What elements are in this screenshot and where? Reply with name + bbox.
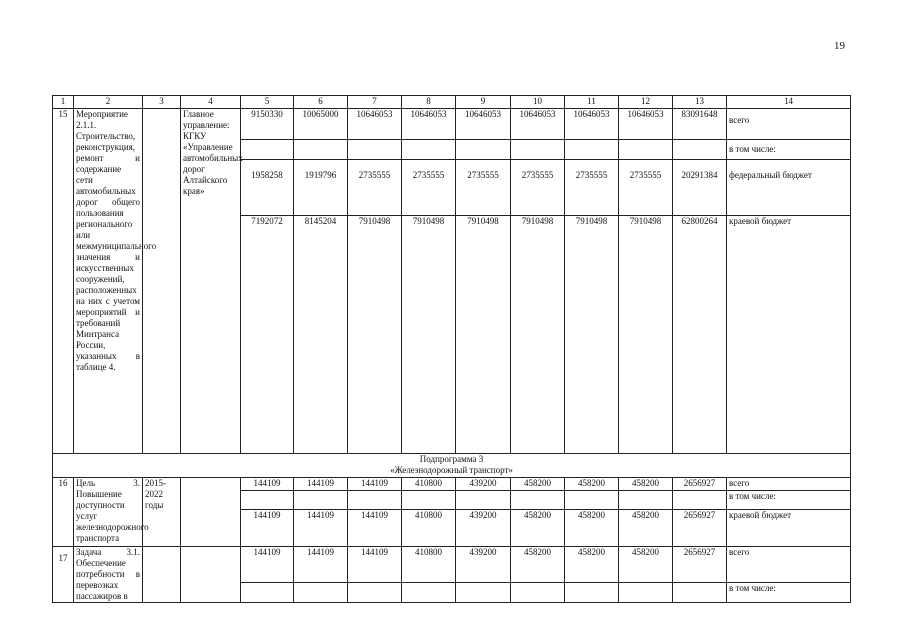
row-number: 16 bbox=[53, 478, 74, 547]
value-cell: 144109 bbox=[348, 510, 402, 547]
period-cell bbox=[143, 109, 181, 454]
value-cell: 1919796 bbox=[294, 160, 348, 216]
value-cell: 7910498 bbox=[456, 216, 511, 454]
value-cell: 144109 bbox=[294, 478, 348, 491]
executor-cell bbox=[181, 547, 241, 603]
period-cell: 2015-2022 годы bbox=[143, 478, 181, 547]
value-cell: 458200 bbox=[619, 547, 673, 583]
subprogram-title: Подпрограмма 3 bbox=[419, 454, 484, 464]
value-cell: 83091648 bbox=[673, 109, 727, 140]
value-cell: 7910498 bbox=[565, 216, 619, 454]
col-header: 5 bbox=[241, 96, 294, 109]
task-description: Задача 3.1. Обеспечение потребности в перевозках пассажиров в bbox=[74, 547, 143, 603]
value-cell: 10646053 bbox=[456, 109, 511, 140]
funding-label: в том числе: bbox=[727, 583, 851, 603]
value-cell: 1958258 bbox=[241, 160, 294, 216]
executor-cell: Главное управление: КГКУ «Управление автомобильных дорог Алтайского края» bbox=[181, 109, 241, 454]
value-cell: 144109 bbox=[294, 510, 348, 547]
subprogram-name: «Железнодорожный транспорт» bbox=[390, 465, 513, 475]
table-row bbox=[53, 547, 851, 583]
funding-label: краевой бюджет bbox=[727, 216, 851, 454]
col-header: 3 bbox=[143, 96, 181, 109]
col-header: 6 bbox=[294, 96, 348, 109]
value-cell: 2656927 bbox=[673, 478, 727, 491]
value-cell: 8145204 bbox=[294, 216, 348, 454]
value-cell: 7910498 bbox=[402, 216, 456, 454]
value-cell: 2735555 bbox=[456, 160, 511, 216]
value-cell: 9150330 bbox=[241, 109, 294, 140]
value-cell: 439200 bbox=[456, 478, 511, 491]
value-cell: 144109 bbox=[348, 478, 402, 491]
budget-table bbox=[52, 95, 851, 603]
col-header: 7 bbox=[348, 96, 402, 109]
value-cell: 2735555 bbox=[565, 160, 619, 216]
funding-label: федеральный бюджет bbox=[727, 160, 851, 216]
funding-label: всего bbox=[727, 547, 851, 583]
value-cell: 410800 bbox=[402, 510, 456, 547]
funding-label: в том числе: bbox=[727, 491, 851, 510]
value-cell: 410800 bbox=[402, 478, 456, 491]
executor-cell bbox=[181, 478, 241, 547]
value-cell: 458200 bbox=[565, 547, 619, 583]
funding-label: в том числе: bbox=[727, 140, 851, 160]
value-cell: 144109 bbox=[241, 547, 294, 583]
row-number: 17 bbox=[53, 547, 74, 603]
value-cell: 144109 bbox=[241, 510, 294, 547]
value-cell: 144109 bbox=[348, 547, 402, 583]
value-cell: 410800 bbox=[402, 547, 456, 583]
value-cell: 2656927 bbox=[673, 547, 727, 583]
value-cell: 458200 bbox=[619, 510, 673, 547]
value-cell: 7910498 bbox=[348, 216, 402, 454]
value-cell: 7192072 bbox=[241, 216, 294, 454]
col-header: 12 bbox=[619, 96, 673, 109]
value-cell: 439200 bbox=[456, 547, 511, 583]
table-row bbox=[53, 478, 851, 491]
value-cell: 458200 bbox=[511, 510, 565, 547]
value-cell: 10646053 bbox=[402, 109, 456, 140]
col-header: 11 bbox=[565, 96, 619, 109]
goal-description: Цель 3. Повышение доступности услуг железнодорожного транспорта bbox=[74, 478, 143, 547]
row-number: 15 bbox=[53, 109, 74, 454]
value-cell: 10065000 bbox=[294, 109, 348, 140]
col-header: 2 bbox=[74, 96, 143, 109]
col-header: 14 bbox=[727, 96, 851, 109]
col-header: 8 bbox=[402, 96, 456, 109]
table-row bbox=[53, 109, 851, 140]
value-cell: 10646053 bbox=[565, 109, 619, 140]
value-cell: 2735555 bbox=[348, 160, 402, 216]
value-cell: 458200 bbox=[565, 510, 619, 547]
value-cell: 439200 bbox=[456, 510, 511, 547]
value-cell: 2735555 bbox=[402, 160, 456, 216]
value-cell: 62800264 bbox=[673, 216, 727, 454]
value-cell: 10646053 bbox=[619, 109, 673, 140]
col-header: 4 bbox=[181, 96, 241, 109]
value-cell: 2656927 bbox=[673, 510, 727, 547]
col-header: 13 bbox=[673, 96, 727, 109]
subprogram-row bbox=[53, 454, 851, 478]
funding-label: всего bbox=[727, 478, 851, 491]
funding-label: всего bbox=[727, 109, 851, 140]
value-cell: 2735555 bbox=[619, 160, 673, 216]
value-cell: 20291384 bbox=[673, 160, 727, 216]
value-cell: 458200 bbox=[511, 478, 565, 491]
value-cell: 2735555 bbox=[511, 160, 565, 216]
measure-description: Мероприятие 2.1.1. Строительство, реконструкция, ремонт и содержание сети автомобильных дорог общего пользования регионального или межмуниципального значения и искусственных сооружений, расположенных на них с учетом мероприятий и требований Минтранса России, указанных в таблице 4. bbox=[74, 109, 143, 454]
value-cell: 10646053 bbox=[348, 109, 402, 140]
value-cell: 458200 bbox=[511, 547, 565, 583]
value-cell: 7910498 bbox=[619, 216, 673, 454]
value-cell: 7910498 bbox=[511, 216, 565, 454]
col-header: 9 bbox=[456, 96, 511, 109]
period-cell bbox=[143, 547, 181, 603]
value-cell: 144109 bbox=[294, 547, 348, 583]
col-header: 1 bbox=[53, 96, 74, 109]
value-cell: 144109 bbox=[241, 478, 294, 491]
header-row bbox=[53, 96, 851, 109]
funding-label: краевой бюджет bbox=[727, 510, 851, 547]
page-number: 19 bbox=[834, 40, 845, 52]
col-header: 10 bbox=[511, 96, 565, 109]
value-cell: 10646053 bbox=[511, 109, 565, 140]
value-cell: 458200 bbox=[565, 478, 619, 491]
value-cell: 458200 bbox=[619, 478, 673, 491]
subprogram-heading bbox=[53, 454, 851, 478]
